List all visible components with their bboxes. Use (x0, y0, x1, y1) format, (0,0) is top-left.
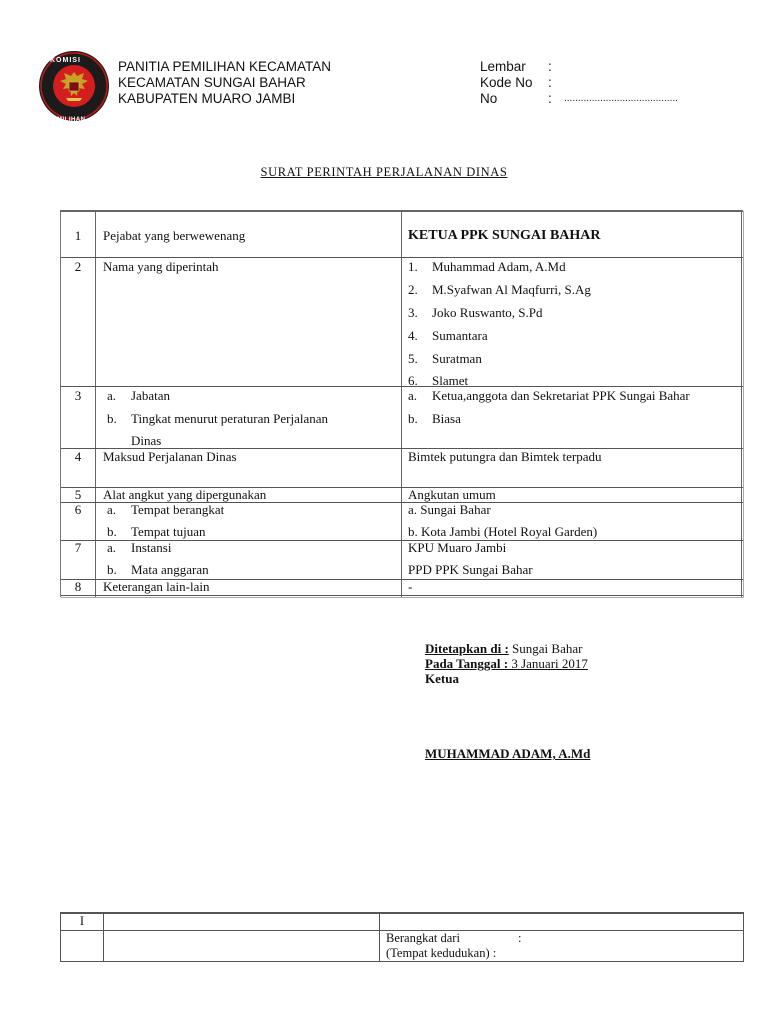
logo-text-top: KOMISI (50, 57, 81, 64)
table-row: 2 Nama yang diperintah 1. Muhammad Adam, A.Md 2. M.Syafwan Al Maqfurri, S.Ag 3. Joko Ruswanto, S.Pd 4. Sumantara 5. Suratman 6. Slamet (61, 258, 743, 387)
berangkat-label: Berangkat dari : (386, 931, 522, 945)
col-divider-2 (379, 914, 380, 961)
tanggal-line: Pada Tanggal : 3 Januari 2017 (425, 656, 588, 671)
table-row: 3 a. Jabatan b. Tingkat menurut peraturan Perjalanan Dinas a. Ketua,anggota dan Sekretariat PPK Sungai Bahar b. Biasa (61, 387, 743, 449)
ditetapkan-line: Ditetapkan di : Sungai Bahar (425, 641, 583, 656)
col-divider-1 (103, 914, 104, 961)
roman-number: I (79, 914, 85, 928)
table-row: 5 Alat angkut yang dipergunakan Angkutan umum (61, 488, 743, 503)
logo-text-bottom: PEMILIHAN UMUM (48, 117, 86, 141)
meta-no: No : ......................................... (480, 91, 678, 106)
org-line-1: PANITIA PEMILIHAN KECAMATAN (118, 59, 332, 74)
spd-table (60, 210, 743, 597)
document-meta (480, 59, 678, 107)
meta-lembar: Lembar : (480, 59, 552, 74)
tempat-kedudukan-label: (Tempat kedudukan) : (386, 946, 497, 960)
bottom-table (60, 912, 744, 962)
table-row (61, 914, 743, 931)
document-title: SURAT PERINTAH PERJALANAN DINAS (260, 165, 508, 179)
table-row: 7 a. Instansi b. Mata anggaran KPU Muaro Jambi PPD PPK Sungai Bahar (61, 541, 743, 580)
meta-kode-no: Kode No : (480, 75, 552, 90)
table-row: 1 Pejabat yang berwewenang KETUA PPK SUNGAI BAHAR (61, 212, 743, 258)
jabatan-line: Ketua (425, 671, 459, 686)
signatory-name: MUHAMMAD ADAM, A.Md (425, 746, 591, 761)
org-line-3: KABUPATEN MUARO JAMBI (118, 91, 296, 106)
org-line-2: KECAMATAN SUNGAI BAHAR (118, 75, 306, 90)
table-row: 8 Keterangan lain-lain - (61, 580, 743, 596)
table-row: 4 Maksud Perjalanan Dinas Bimtek putungra dan Bimtek terpadu (61, 449, 743, 488)
names-list: 1. Muhammad Adam, A.Md 2. M.Syafwan Al Maqfurri, S.Ag 3. Joko Ruswanto, S.Pd 4. Sumantara 5. Suratman 6. Slamet (408, 259, 591, 388)
table-row: 6 a. Tempat berangkat b. Tempat tujuan a. Sungai Bahar b. Kota Jambi (Hotel Royal Garden) (61, 503, 743, 541)
organization-block (118, 59, 331, 107)
